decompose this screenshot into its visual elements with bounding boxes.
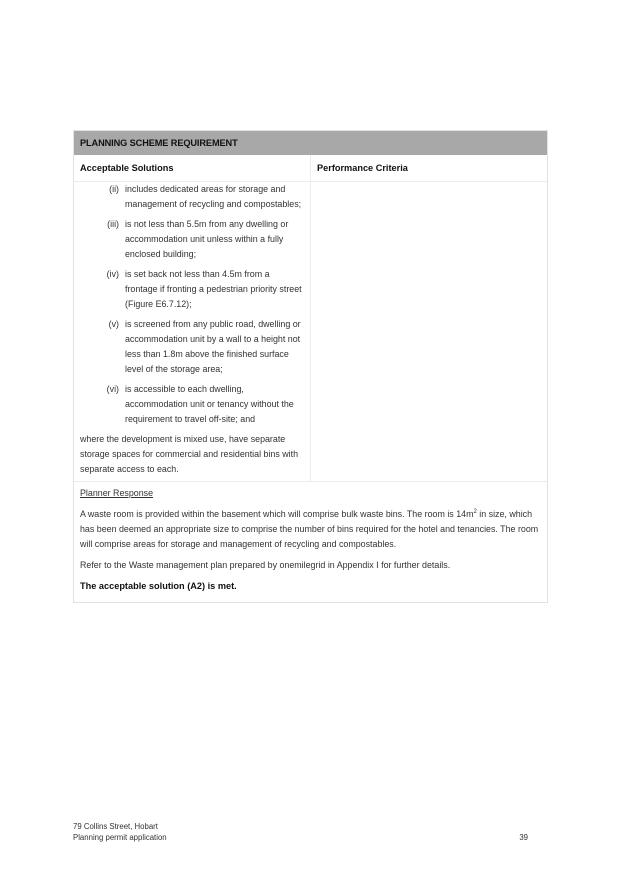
response-paragraph: Refer to the Waste management plan prepared by onemilegrid in Appendix I for further details.: [80, 560, 451, 570]
clause-text: is screened from any public road, dwelling or accommodation unit by a wall to a height not less than 1.8m above the finished surface level of the storage area;: [125, 319, 301, 374]
response-text-part: in size, which has been deemed an appropriate size to comprise the number of bins required for the hotel and tenancies. The room will comprise areas for storage and management of recycling and compostables.: [80, 509, 539, 549]
table-header: PLANNING SCHEME REQUIREMENT: [74, 131, 547, 155]
clause-text: is accessible to each dwelling, accommodation unit or tenancy without the requirement to travel off-site; and: [125, 384, 294, 424]
footer-address: 79 Collins Street, Hobart: [73, 822, 158, 831]
planner-response-heading: Planner Response: [80, 488, 154, 498]
clause-number: (ii): [109, 184, 119, 194]
superscript-two: 2: [473, 509, 477, 516]
footer-document-title: Planning permit application: [73, 833, 167, 842]
clause-text: is set back not less than 4.5m from a frontage if fronting a pedestrian priority street (Figure E6.7.12);: [125, 269, 302, 309]
criteria-row: [74, 182, 547, 482]
performance-criteria-label: Performance Criteria: [317, 163, 408, 173]
performance-criteria-column-head: [311, 155, 547, 181]
clause-item: [80, 182, 304, 212]
clause-text: includes dedicated areas for storage and management of recycling and compostables;: [125, 184, 302, 209]
clause-item: [80, 382, 304, 427]
response-conclusion: The acceptable solution (A2) is met.: [80, 581, 237, 591]
clause-item: [80, 317, 304, 377]
performance-criteria-cell: [311, 182, 547, 481]
page-footer: [73, 821, 528, 843]
acceptable-solutions-column-head: [74, 155, 311, 181]
page-number: 39: [519, 833, 528, 842]
clause-list: [80, 182, 304, 427]
clause-number: (v): [108, 319, 119, 329]
response-text-part: A waste room is provided within the basement which will comprise bulk waste bins. The room is 14m: [80, 509, 474, 519]
column-headers: [74, 155, 547, 182]
clause-item: [80, 217, 304, 262]
acceptable-solutions-cell: [74, 182, 311, 481]
clause-number: (iv): [106, 269, 119, 279]
clause-item: [80, 267, 304, 312]
clause-number: (vi): [106, 384, 119, 394]
planning-requirement-table: [73, 130, 548, 603]
clause-number: (iii): [107, 219, 119, 229]
response-paragraph: [80, 507, 541, 552]
clause-text: is not less than 5.5m from any dwelling or accommodation unit unless within a fully enclosed building;: [125, 219, 289, 259]
planner-response-section: [74, 482, 547, 602]
mixed-use-clause: where the development is mixed use, have separate storage spaces for commercial and residential bins with separate access to each.: [80, 434, 299, 474]
acceptable-solutions-label: Acceptable Solutions: [80, 163, 174, 173]
